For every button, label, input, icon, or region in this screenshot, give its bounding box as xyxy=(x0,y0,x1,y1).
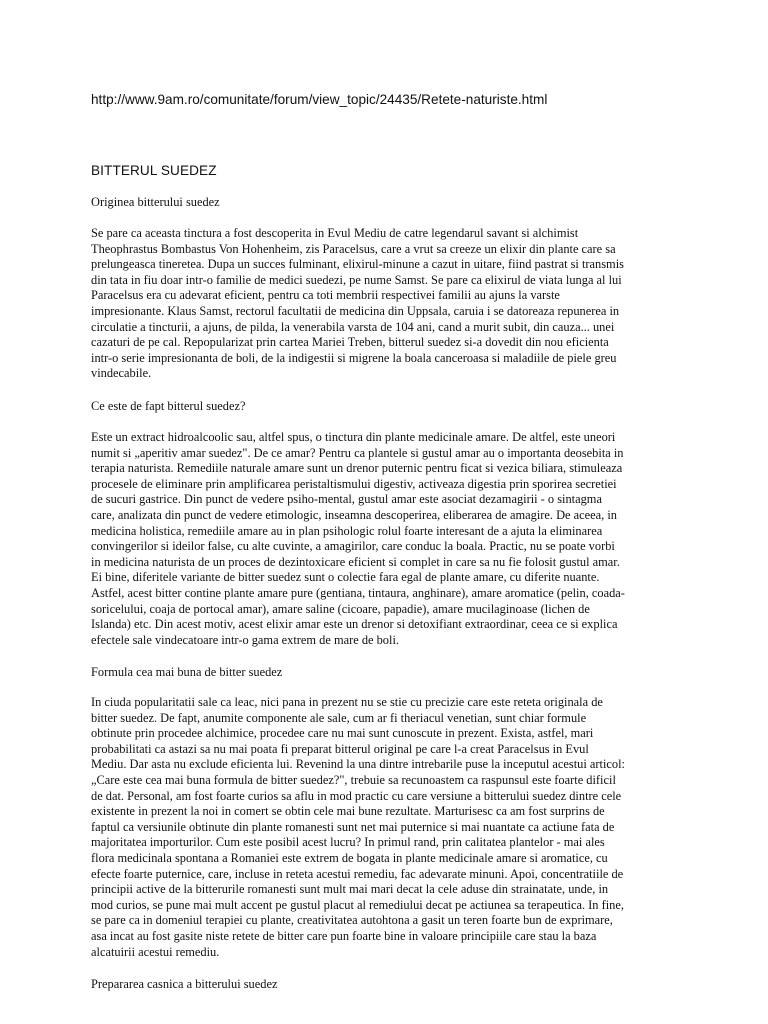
paragraph-line: flora medicinala spontana a Romaniei este extrem de bogata in plante medicinale amare si aromatice, cu xyxy=(91,850,608,865)
paragraph-line: existente in prezent la noi in comert se obtin cele mai bune rezultate. Marturisesc ca am fost surprins de xyxy=(91,804,605,819)
paragraph-line: probabilitati ca astazi sa nu mai poata fi preparat bitterul original pe care l-a creat Paracelsus in Evul xyxy=(91,741,589,756)
section-heading-best-formula: Formula cea mai buna de bitter suedez xyxy=(91,665,283,679)
paragraph-line: vindecabile. xyxy=(91,366,152,381)
paragraph-line: Se pare ca aceasta tinctura a fost descoperita in Evul Mediu de catre legendarul savant si alchimist xyxy=(91,226,579,240)
paragraph-line: cazaturi de pe cal. Repopularizat prin cartea Mariei Treben, bitterul suedez si-a dovedit din nou eficienta xyxy=(91,335,609,350)
paragraph-line: faptul ca versiunile obtinute din plante romanesti sunt net mai puternice si mai nuantate ca actiune fata de xyxy=(91,819,615,834)
paragraph-line: circulatie a tincturii, a ajuns, de pilda, la venerabila varsta de 104 ani, cand a murit subit, din cauza... unei xyxy=(91,319,615,334)
paragraph-line: Este un extract hidroalcoolic sau, altfel spus, o tinctura din plante medicinale amare. De altfel, este uneori xyxy=(91,430,616,444)
paragraph-line: se pare ca in domeniul terapiei cu plante, creativitatea autohtona a gasit un teren foarte bun de exprimare, xyxy=(91,913,613,928)
paragraph-line: „Care este cea mai buna formula de bitter suedez?", trebuie sa recunoastem ca raspunsul este foarte dificil xyxy=(91,772,616,787)
paragraph-line: procesele de eliminare prin amplificarea peristaltismului digestiv, activeaza digestia prin sporirea secretiei xyxy=(91,476,617,491)
paragraph-line: din tata in fiu doar intr-o familie de medici suedezi, pe nume Samst. Se pare ca elixirul de viata lunga al lui xyxy=(91,272,622,287)
paragraph-line: Mediu. Dar asta nu exclude eficienta lui. Revenind la una dintre intrebarile puse la inceputul acestui articol: xyxy=(91,757,625,772)
paragraph-line: prelungeasca tineretea. Dupa un succes fulminant, elixirul-minune a cazut in uitare, fiind pastrat si transmis xyxy=(91,257,624,272)
paragraph-line: Ei bine, diferitele variante de bitter suedez sunt o colectie fara egal de plante amare, cu diferite nuante. xyxy=(91,570,600,585)
paragraph-line: medicina holistica, remediile amare au in plan psihologic rolul foarte interesant de a ajuta la eliminarea xyxy=(91,523,603,538)
paragraph-line: Islanda) etc. Din acest motiv, acest elixir amar este un drenor si detoxifiant extraordinar, ceea ce si explica xyxy=(91,617,618,632)
section-heading-origin: Originea bitterului suedez xyxy=(91,195,220,209)
paragraph-line: de dat. Personal, am fost foarte curios sa aflu in mod practic cu care versiune a bitterului suedez dintre cele xyxy=(91,788,622,803)
paragraph-line: principii active de la bitterurile romanesti sunt mult mai mari decat la cele aduse din strainatate, unde, in xyxy=(91,882,609,897)
paragraph-line: asa incat au fost gasite niste retete de bitter care pun foarte bine in valoare principiile care stau la baza xyxy=(91,928,597,943)
paragraph-line: efectele sale vindecatoare intr-o gama extrem de mare de boli. xyxy=(91,632,399,647)
paragraph-line: impresionante. Klaus Samst, rectorul facultatii de medicina din Uppsala, caruia i se datoreaza repunerea in xyxy=(91,303,620,318)
paragraph-line: terapia naturista. Remediile naturale amare sunt un drenor puternic pentru ficat si vezica biliara, stimuleaza xyxy=(91,461,623,476)
paragraph-line: Paracelsus era cu adevarat eficient, pentru ca toti membrii respectivei familii au ajuns la varste xyxy=(91,288,560,303)
article-title: BITTERUL SUEDEZ xyxy=(91,163,217,178)
paragraph-line: efecte foarte puternice, care, incluse in reteta acestui remediu, fac adevarate minuni. Apoi, concentratiile de xyxy=(91,866,624,881)
paragraph-line: numit si „aperitiv amar suedez". De ce amar? Pentru ca plantele si gustul amar au o importanta deosebita in xyxy=(91,445,624,460)
section-paragraph-origin xyxy=(91,226,691,382)
paragraph-line: majoritatea importurilor. Cum este posibil acest lucru? In primul rand, prin calitatea plantelor - mai ales xyxy=(91,835,605,850)
paragraph-line: obtinute prin procedee alchimice, procedee care nu mai sunt cunoscute in prezent. Exista, astfel, mari xyxy=(91,726,594,741)
paragraph-line: In ciuda popularitatii sale ca leac, nici pana in prezent nu se stie cu precizie care este reteta originala de xyxy=(91,695,603,709)
paragraph-line: de sucuri gastrice. Din punct de vedere psiho-mental, gustul amar este asociat dezamagirii - o sintagma xyxy=(91,492,602,507)
paragraph-line: Theophrastus Bombastus Von Hohenheim, zis Paracelsus, care a vrut sa creeze un elixir din plante care sa xyxy=(91,241,616,256)
paragraph-line: intr-o serie impresionanta de boli, de la indigestii si migrene la boala canceroasa si maladiile de piele greu xyxy=(91,350,617,365)
paragraph-line: mod curios, se pune mai mult accent pe gustul placut al remediului decat pe actiunea sa terapeutica. In fine, xyxy=(91,897,624,912)
section-paragraph-best-formula xyxy=(91,695,691,960)
paragraph-line: Astfel, acest bitter contine plante amare pure (gentiana, tintaura, anghinare), amare aromatice (pelin, coada- xyxy=(91,585,625,600)
paragraph-line: care, analizata din punct de vedere etimologic, inseamna descoperirea, eliberarea de amagire. De aceea, in xyxy=(91,507,617,522)
paragraph-line: bitter suedez. De fapt, anumite componente ale sale, cum ar fi theriacul venetian, sunt chiar formule xyxy=(91,710,587,725)
paragraph-line: soricelului, coaja de portocal amar), amare saline (cicoare, papadie), amare mucilaginoase (lichen de xyxy=(91,601,590,616)
paragraph-line: in medicina naturista de un proces de dezintoxicare eficient si complet in care sa nu fie folosit gustul amar. xyxy=(91,554,620,569)
section-heading-what-is: Ce este de fapt bitterul suedez? xyxy=(91,399,246,413)
source-url[interactable]: http://www.9am.ro/comunitate/forum/view_topic/24435/Retete-naturiste.html xyxy=(91,92,548,107)
section-heading-home-preparation: Prepararea casnica a bitterului suedez xyxy=(91,977,278,991)
paragraph-line: alcatuirii acestui remediu. xyxy=(91,944,220,959)
section-paragraph-what-is xyxy=(91,430,691,648)
paragraph-line: convingerilor si ideilor false, cu alte cuvinte, a amagirilor, care conduc la boala. Practic, nu se poate vorbi xyxy=(91,539,615,554)
